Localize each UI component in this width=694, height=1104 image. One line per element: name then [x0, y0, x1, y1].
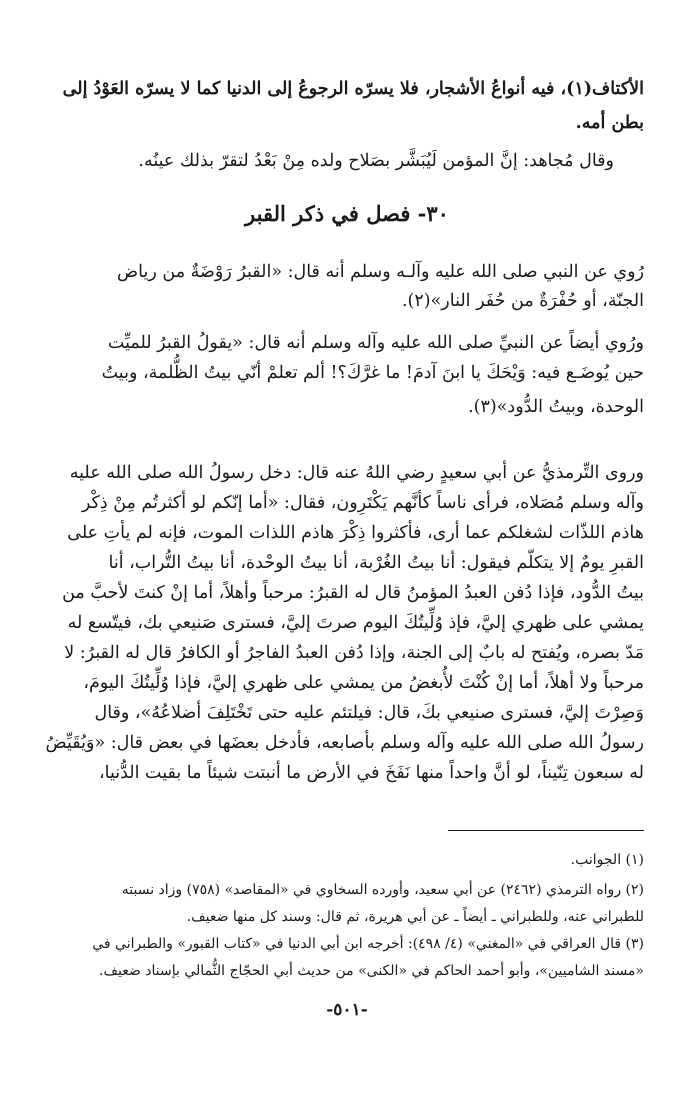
- paragraph-3-line-11: له سبعون تِنّيناً، لو أنَّ واحداً منها نَفَخَ في الأرض ما أنبتت شيئاً ما بقيت الدُّنيا،: [98, 763, 644, 783]
- paragraph-3-line-2: وآله وسلم مُصَلاه، فرأى ناساً كأنَّهم يَكْتَرِون، فقال: «أما إنّكم لو أكثرتُم مِنْ ذِكْر: [81, 493, 644, 513]
- footnote-separator: [448, 830, 644, 831]
- paragraph-2-line-1: ورُوي أيضاً عن النبيِّ صلى الله عليه وآله وسلم أنه قال: «يقولُ القبرُ للميِّت: [107, 333, 644, 353]
- paragraph-3-line-9: وَصِرْتَ إليَّ، فسترى صنيعي بكَ، قال: فيلتئم عليه حتى تَخْتَلِفَ أضلاعُهُ»، وقال: [94, 703, 644, 723]
- paragraph-2-line-2: حين يُوضَـع فيه: وَيْحَكَ يا ابنَ آدمَ! ما غرَّكَ؟! ألم تعلمْ أنّي بيتُ الظُّلمة، وبيتُ: [101, 363, 644, 383]
- paragraph-3-line-6: يمشي على ظهري إليَّ، فإذ وُلِّيتُكَ اليوم صرتَ إليَّ، فسترى صَنيعي بك، فيتّسع له: [67, 613, 644, 633]
- paragraph-3-line-1: وروى التِّرمذيُّ عن أبي سعيدٍ رضي اللهُ عنه قال: دخل رسولُ الله صلى الله عليه: [69, 463, 644, 483]
- paragraph-3-line-5: بيتُ الدُّود، فإذا دُفن العبدُ المؤمنُ قال له القبرُ: مرحباً وأهلاً، أما إنْ كنتَ لأحبَّ من: [62, 583, 644, 603]
- paragraph-1-line-1: رُوي عن النبي صلى الله عليه وآلـه وسلم أنه قال: «القبرُ رَوْضَةٌ من رياض: [117, 262, 644, 282]
- paragraph-3-line-7: مَدّ بصره، ويُفتح له بابٌ إلى الجنة، وإذا دُفن العبدُ الفاجرُ أو الكافرُ قال له القبرُ: لا: [64, 643, 644, 663]
- mujahid-quote: وقال مُجاهد: إنَّ المؤمن لَيُبَشَّر بصَلاح ولده مِنْ بَعْدُ لتقرّ بذلك عينُه.: [138, 151, 614, 171]
- paragraph-1-line-2: الجنّة، أو حُفْرَةٌ من حُفَر النار»(٢).: [401, 291, 644, 311]
- paragraph-3-line-3: هاذم اللذّات لشغلكم عما أرى، فأكثروا ذِكْرَ هاذم اللذات الموت، فإنه لم يأتِ على: [67, 523, 644, 543]
- section-heading: ٣٠- فصل في ذكر القبر: [245, 201, 449, 226]
- paragraph-3-line-10: رسولُ الله صلى الله عليه وآله وسلم بأصابعه، فأدخل بعضَها في بعض قال: «وَيُقَيِّضُ: [45, 733, 644, 753]
- intro-line-1: الأكتاف(١)، فيه أنواعُ الأشجار، فلا يسرّه الرجوعُ إلى الدنيا كما لا يسرّه العَوْدُ إلى: [62, 79, 644, 99]
- paragraph-3-line-8: مرحباً ولا أهلاً، أما إنْ كُنْتَ لأُبغضُ من يمشي على ظهري إليَّ، فإذا وُلِّيتُكَ اليومَ،: [83, 673, 644, 693]
- footnote-2-line-1: (٢) رواه الترمذي (٢٤٦٢) عن أبي سعيد، وأورده السخاوي في «المقاصد» (٧٥٨) وزاد نسبته: [121, 882, 644, 898]
- footnote-2-line-2: للطبراني عنه، وللطبراني ـ أيضاً ـ عن أبي هريرة، ثم قال: وسند كل منها ضعيف.: [186, 909, 644, 925]
- paragraph-3-line-4: القبرِ يومٌ إلا يتكلّم فيقول: أنا بيتُ الغُرْبة، أنا بيتُ الوحْدة، أنا بيتُ التُّراب، أنا: [108, 553, 644, 573]
- footnote-3-line-2: «مسند الشاميين»، وأبو أحمد الحاكم في «الكنى» من حديث أبي الحجّاج الثُّمالي بإسناد ضعيف.: [99, 963, 644, 979]
- paragraph-2-line-3: الوحدة، وبيتُ الدُّود»(٣).: [468, 397, 644, 417]
- intro-line-2: بطن أمه.: [575, 113, 644, 133]
- footnote-3-line-1: (٣) قال العراقي في «المغني» (٤/ ٤٩٨): أخرجه ابن أبي الدنيا في «كتاب القبور» والطبراني في: [92, 936, 644, 952]
- footnote-1: (١) الجوانب.: [570, 852, 644, 868]
- page-number: -٥٠١-: [326, 1000, 368, 1020]
